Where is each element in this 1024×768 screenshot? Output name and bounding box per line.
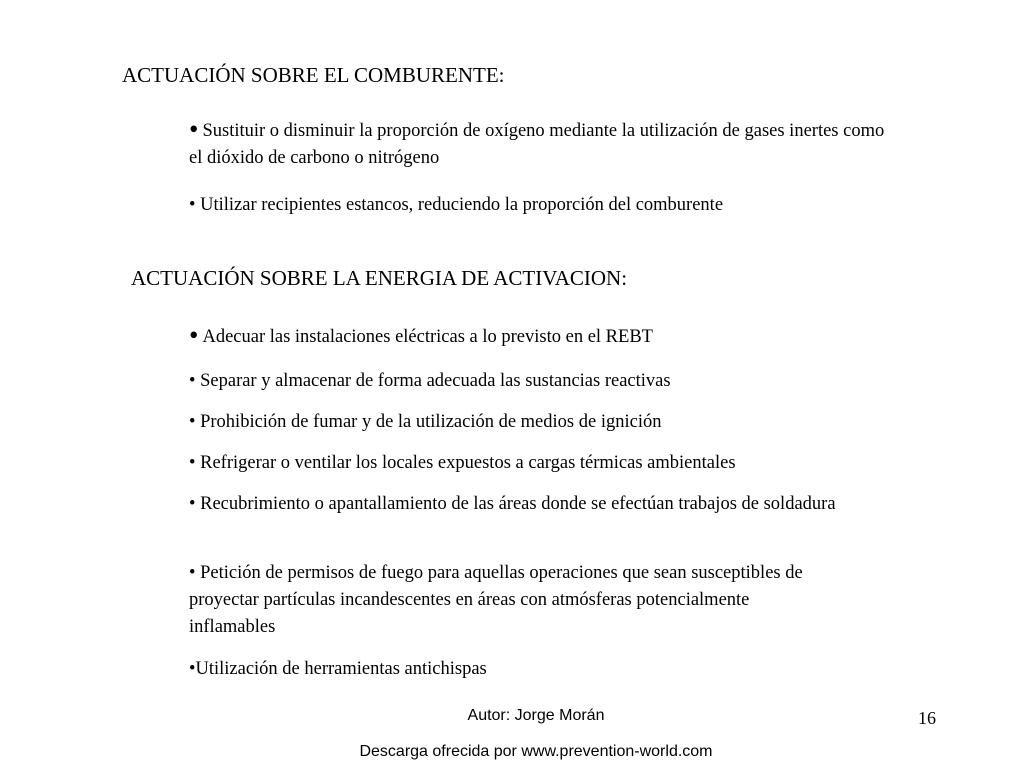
footer-source: Descarga ofrecida por www.prevention-world.com xyxy=(359,743,713,760)
list-item-text: Adecuar las instalaciones eléctricas a lo previsto en el REBT xyxy=(202,327,653,347)
section-heading-comburente: ACTUACIÓN SOBRE EL COMBURENTE: xyxy=(122,63,505,87)
footer-author: Autor: Jorge Morán xyxy=(467,707,605,724)
bullet-icon: • xyxy=(189,320,199,350)
section-heading-energia: ACTUACIÓN SOBRE LA ENERGIA DE ACTIVACION: xyxy=(131,266,628,290)
list-item: • Petición de permisos de fuego para aquellas operaciones que sean susceptibles de proyectar partículas incandescentes en áreas con atmósferas potencialmente inflamables xyxy=(189,563,803,637)
list-item: • Prohibición de fumar y de la utilización de medios de ignición xyxy=(189,412,662,432)
page-number: 16 xyxy=(918,708,936,728)
list-item: • Separar y almacenar de forma adecuada las sustancias reactivas xyxy=(189,371,671,391)
list-item: • Recubrimiento o apantallamiento de las áreas donde se efectúan trabajos de soldadura xyxy=(189,494,836,514)
list-item xyxy=(189,320,889,351)
list-item: •Utilización de herramientas antichispas xyxy=(189,659,487,679)
list-item: • Utilizar recipientes estancos, reduciendo la proporción del comburente xyxy=(189,195,724,215)
list-item: • Refrigerar o ventilar los locales expuestos a cargas térmicas ambientales xyxy=(189,453,736,473)
bullet-icon: • xyxy=(189,114,199,144)
list-item xyxy=(189,114,889,172)
list-item-text: Sustituir o disminuir la proporción de oxígeno mediante la utilización de gases inertes como el dióxido de carbono o nitrógeno xyxy=(189,121,885,168)
